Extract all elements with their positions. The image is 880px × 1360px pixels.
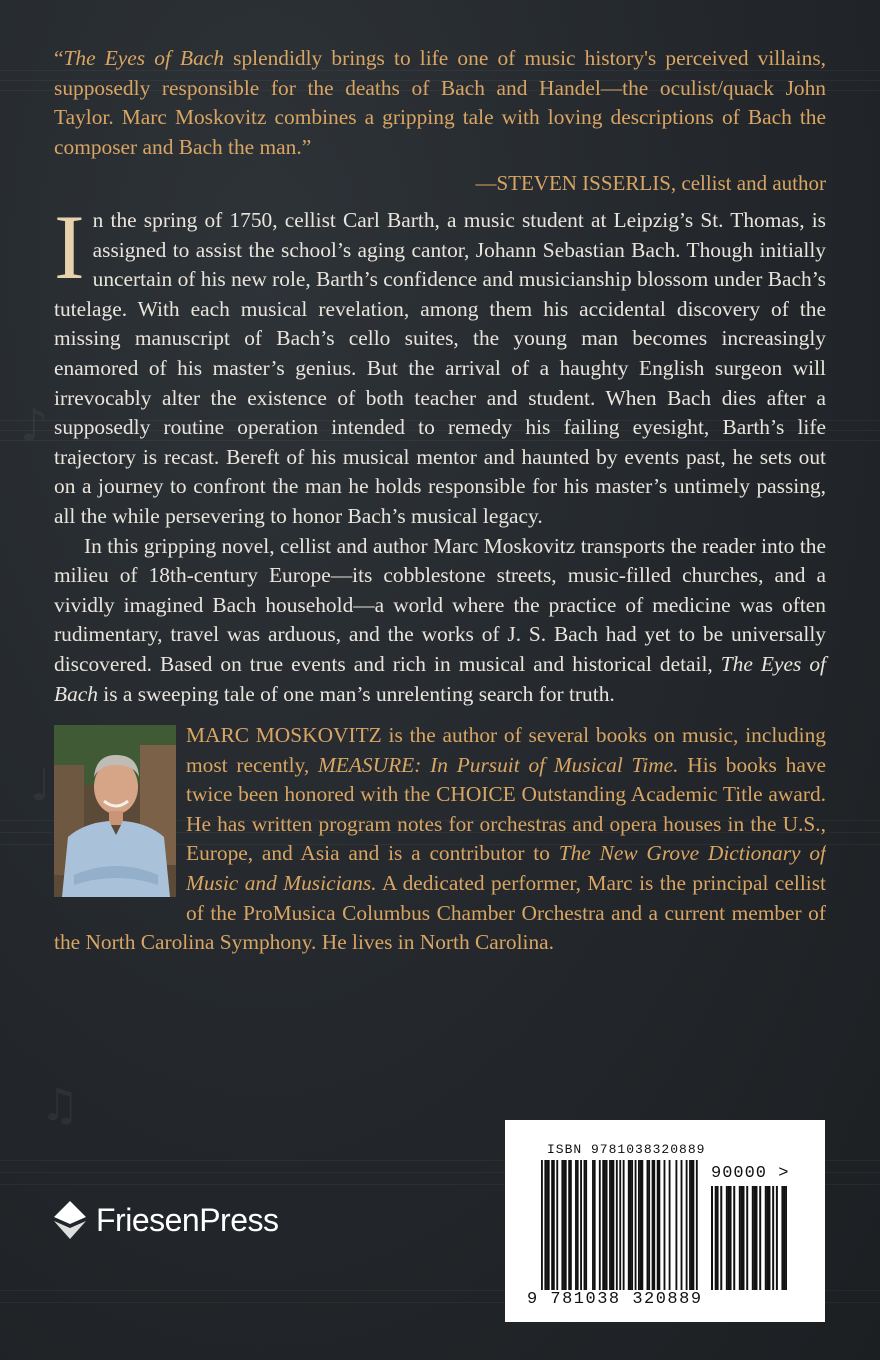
barcode-bar <box>563 1160 565 1290</box>
barcode-bar <box>628 1160 630 1290</box>
barcode-bar <box>647 1160 649 1290</box>
barcode-bar <box>609 1160 611 1290</box>
barcode-bar <box>577 1160 579 1290</box>
publisher-name: FriesenPress <box>96 1201 279 1238</box>
barcode-bar <box>741 1186 743 1290</box>
bio-text-3: A dedicated performer, Marc is the principal cellist of the ProMusica Columbus Chamber Orchestra and a current member of the North Carolina Symphony. He lives in North Carolina. <box>54 871 826 955</box>
barcode-bar <box>768 1186 770 1290</box>
back-cover-text <box>54 44 826 958</box>
author-bio <box>54 721 826 958</box>
barcode-bar <box>759 1186 761 1290</box>
synopsis-paragraph-2 <box>54 532 826 710</box>
barcode-main-bars <box>541 1160 701 1290</box>
barcode-bar <box>664 1160 666 1290</box>
barcode-bar <box>556 1160 558 1290</box>
barcode-bar <box>638 1160 640 1290</box>
barcode-bar <box>675 1160 677 1290</box>
barcode-bar <box>553 1160 555 1290</box>
background-music-pattern: ♪ ♫ ♩ <box>0 0 880 1360</box>
barcode-bar <box>594 1160 596 1290</box>
barcode-bar <box>669 1160 671 1290</box>
barcode-bar <box>648 1160 650 1290</box>
barcode-bar <box>585 1160 587 1290</box>
isbn-digits: 9 781038 320889 <box>527 1290 703 1309</box>
bio-text-1: is the author of several books on music, including most recently, <box>186 723 826 777</box>
barcode-addon-bars <box>711 1186 787 1290</box>
barcode-bar <box>681 1160 683 1290</box>
synopsis-book-title: The Eyes of Bach <box>54 651 826 706</box>
barcode-bar <box>657 1160 659 1290</box>
barcode-bar <box>781 1186 783 1290</box>
bio-book-grove: The New Grove Dictionary of Music and Musicians. <box>186 841 826 896</box>
barcode-bar <box>772 1186 774 1290</box>
barcode-bar <box>746 1186 748 1290</box>
barcode-bar <box>631 1160 633 1290</box>
barcode-bar <box>658 1160 660 1290</box>
barcode-bar <box>652 1160 654 1290</box>
barcode-bar <box>726 1186 728 1290</box>
barcode-bar <box>548 1160 550 1290</box>
barcode-bar <box>546 1160 548 1290</box>
barcode-bar <box>616 1160 618 1290</box>
bio-book-measure: MEASURE: In Pursuit of Musical Time. <box>317 752 679 777</box>
barcode-bar <box>602 1160 604 1290</box>
barcode-bar <box>565 1160 567 1290</box>
barcode-bar <box>641 1160 643 1290</box>
barcode-bar <box>568 1160 570 1290</box>
barcode-bar <box>783 1186 785 1290</box>
price-code: 90000 > <box>711 1164 790 1183</box>
author-photo <box>54 725 176 897</box>
barcode-bar <box>752 1186 754 1290</box>
quote-attribution: —STEVEN ISSERLIS, cellist and author <box>475 171 826 195</box>
barcode-bar <box>730 1186 732 1290</box>
barcode-bar <box>604 1160 606 1290</box>
barcode-bar <box>623 1160 625 1290</box>
barcode-bar <box>692 1160 694 1290</box>
barcode-bar <box>728 1186 730 1290</box>
barcode-bar <box>653 1160 655 1290</box>
synopsis-paragraph-1 <box>54 196 826 532</box>
barcode-bar <box>570 1160 572 1290</box>
barcode-bar <box>612 1160 614 1290</box>
synopsis-text-2a: In this gripping novel, cellist and author Marc Moskovitz transports the reader into the milieu of 18th-century Europe—its cobblestone streets, music-filled churches, and a vividly imagined Bach household—a world where the practice of medicine was often rudimentary, travel was arduous, and the works of J. S. Bach had yet to be universally discovered. Based on true events and rich in musical and historical detail, <box>54 533 826 676</box>
barcode-bar <box>544 1160 546 1290</box>
isbn-label: ISBN 9781038320889 <box>547 1142 706 1157</box>
barcode-bar <box>619 1160 621 1290</box>
barcode-bar <box>739 1186 741 1290</box>
barcode-bar <box>575 1160 577 1290</box>
barcode-bar <box>640 1160 642 1290</box>
quote-book-title: The Eyes of Bach <box>63 46 224 70</box>
open-quote-mark: “ <box>54 46 64 70</box>
barcode-bar <box>689 1160 691 1290</box>
barcode-bar <box>776 1186 778 1290</box>
synopsis-text-1: n the spring of 1750, cellist Carl Barth, a music student at Leipzig’s St. Thomas, is assigned to assist the school’s aging cantor, Johann Sebastian Bach. Though initially uncertain of his new role, Barth’s confidence and musicianship blossom under Bach’s tutelage. With each musical revelation, among them his accidental discovery of the missing manuscript of Bach’s cello suites, the young man becomes increasingly enamored of his master’s genius. But the arrival of a haughty English surgeon will irrevocably alter the existence of both teacher and student. When Bach dies after a supposedly routine operation intended to remedy his failing eyesight, Barth’s life trajectory is recast. Bereft of his musical mentor and haunted by events past, he sets out on a journey to confront the man he holds responsible for his master’s untimely passing, all the while persevering to honor Bach’s musical legacy. <box>54 208 826 528</box>
bio-text-2: His books have twice been honored with the CHOICE Outstanding Academic Title award. He has written program notes for orchestras and opera houses in the U.S., Europe, and Asia and is a contributor to <box>186 752 826 866</box>
barcode-bar <box>630 1160 632 1290</box>
barcode-bar <box>754 1186 756 1290</box>
barcode-bar <box>767 1186 769 1290</box>
barcode-bar <box>606 1160 608 1290</box>
barcode-bar <box>686 1160 688 1290</box>
author-name: MARC MOSKOVITZ <box>186 723 382 748</box>
barcode-bar <box>711 1186 713 1290</box>
barcode-bar <box>584 1160 586 1290</box>
barcode-bar <box>541 1160 543 1290</box>
publisher-logo <box>52 1200 279 1240</box>
barcode-bar <box>551 1160 553 1290</box>
friesenpress-diamond-icon <box>52 1200 88 1240</box>
barcode-bar <box>765 1186 767 1290</box>
barcode-bar <box>599 1160 601 1290</box>
barcode-bar <box>691 1160 693 1290</box>
isbn-barcode <box>505 1120 825 1322</box>
barcode-bar <box>715 1186 717 1290</box>
barcode-bar <box>717 1186 719 1290</box>
barcode-bar <box>785 1186 787 1290</box>
barcode-bar <box>635 1160 637 1290</box>
barcode-bar <box>720 1186 722 1290</box>
barcode-bar <box>755 1186 757 1290</box>
barcode-bar <box>592 1160 594 1290</box>
barcode-bar <box>561 1160 563 1290</box>
barcode-bar <box>696 1160 698 1290</box>
barcode-bar <box>733 1186 735 1290</box>
barcode-bar <box>611 1160 613 1290</box>
drop-cap: I <box>54 196 85 298</box>
endorsement-quote <box>54 44 826 162</box>
barcode-bar <box>743 1186 745 1290</box>
barcode-bar <box>580 1160 582 1290</box>
synopsis-text-2b: is a sweeping tale of one man’s unrelenting search for truth. <box>97 681 615 706</box>
quote-text: splendidly brings to life one of music history's perceived villains, supposedly responsible for the deaths of Bach and Handel—the oculist/quack John Taylor. Marc Moskovitz combines a gripping tale with loving descriptions of Bach the composer and Bach the man.” <box>54 46 826 159</box>
